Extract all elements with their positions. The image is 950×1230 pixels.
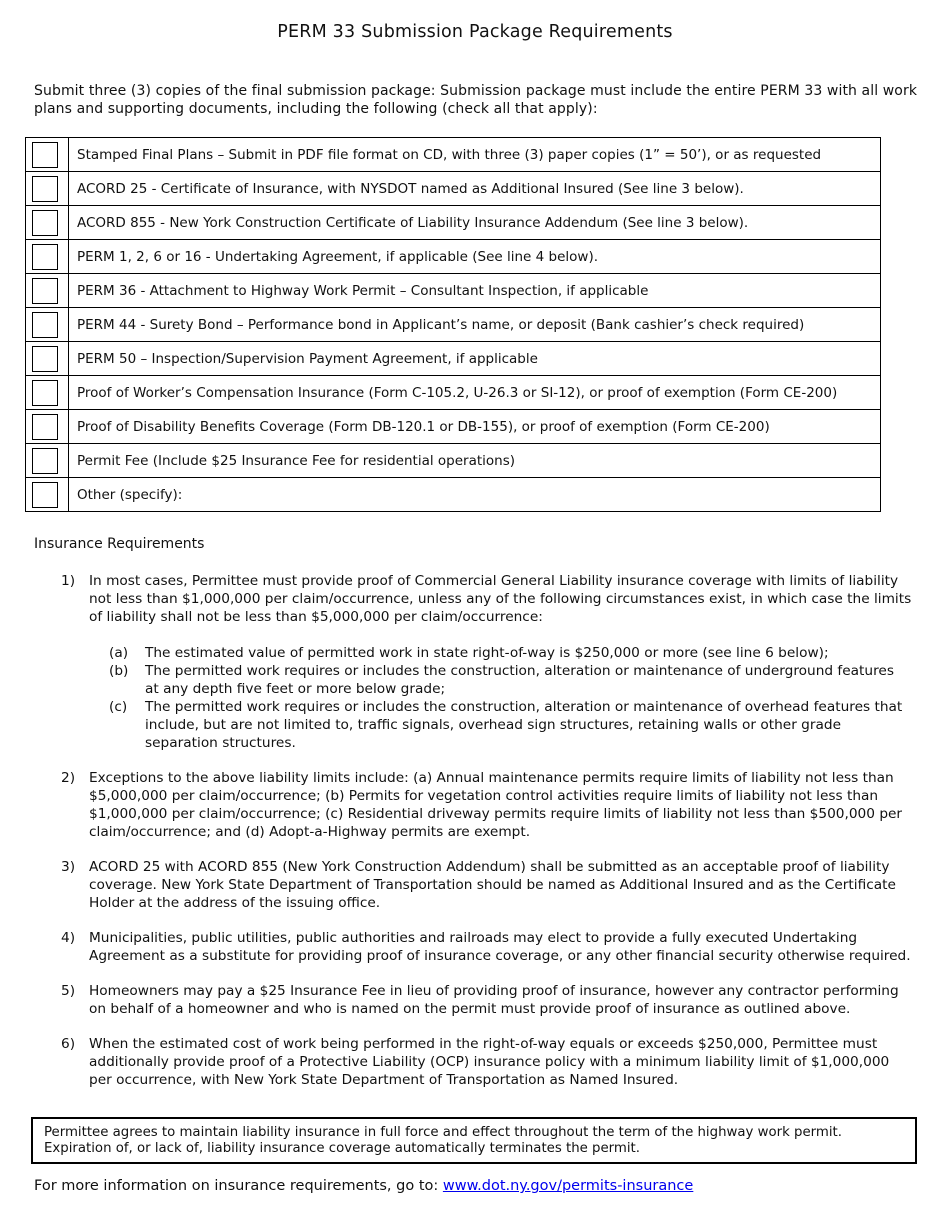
- item-number: 5): [61, 983, 76, 999]
- checkbox[interactable]: [32, 346, 58, 372]
- item-text: Homeowners may pay a $25 Insurance Fee in lieu of providing proof of insurance, however any contractor performing on behalf of a homeowner and who is named on the permit must provide proof of insurance as outlined above.: [89, 983, 899, 1017]
- sub-item-number: (b): [109, 663, 129, 679]
- item-number: 3): [61, 859, 76, 875]
- sub-item-text: The estimated value of permitted work in state right-of-way is $250,000 or more (see line 6 below);: [145, 645, 829, 661]
- checklist-label: ACORD 25 - Certificate of Insurance, with NYSDOT named as Additional Insured (See line 3 below).: [69, 172, 881, 206]
- submission-checklist: [25, 137, 881, 512]
- sub-item: [89, 698, 912, 752]
- intro-paragraph: Submit three (3) copies of the final submission package: Submission package must include the entire PERM 33 with all work plans and supporting documents, including the following (check all that apply):: [34, 83, 918, 117]
- requirement-item: [34, 982, 912, 1018]
- checklist-row: [26, 376, 881, 410]
- checklist-row: [26, 172, 881, 206]
- checkbox[interactable]: [32, 142, 58, 168]
- requirement-item: [34, 858, 912, 912]
- checkbox[interactable]: [32, 210, 58, 236]
- checklist-label: ACORD 855 - New York Construction Certificate of Liability Insurance Addendum (See line 3 below).: [69, 206, 881, 240]
- checklist-row: [26, 206, 881, 240]
- checkbox[interactable]: [32, 448, 58, 474]
- insurance-heading: Insurance Requirements: [34, 536, 205, 552]
- checklist-row: [26, 444, 881, 478]
- item-text: In most cases, Permittee must provide proof of Commercial General Liability insurance coverage with limits of liability not less than $1,000,000 per claim/occurrence, unless any of the following circumstances exist, in which case the limits of liability shall not be less than $5,000,000 per claim/occurrence:: [89, 573, 912, 625]
- checkbox[interactable]: [32, 312, 58, 338]
- checklist-label: Proof of Disability Benefits Coverage (Form DB-120.1 or DB-155), or proof of exemption (Form CE-200): [69, 410, 881, 444]
- notice-line: Permittee agrees to maintain liability insurance in full force and effect throughout the term of the highway work permit.: [44, 1125, 842, 1140]
- sub-item-text: The permitted work requires or includes the construction, alteration or maintenance of overhead features that include, but are not limited to, traffic signals, overhead sign structures, retaining walls or other grade separation structures.: [145, 699, 903, 751]
- sub-item-number: (a): [109, 645, 129, 661]
- item-text: Municipalities, public utilities, public authorities and railroads may elect to provide a fully executed Undertaking Agreement as a substitute for providing proof of insurance coverage, or any other financial security otherwise required.: [89, 930, 911, 964]
- requirement-item: [34, 929, 912, 965]
- requirement-item: [34, 1035, 912, 1089]
- checkbox[interactable]: [32, 176, 58, 202]
- insurance-requirements-list: [34, 572, 912, 1106]
- checklist-label: PERM 44 - Surety Bond – Performance bond in Applicant’s name, or deposit (Bank cashier’s check required): [69, 308, 881, 342]
- checklist-row: [26, 410, 881, 444]
- sub-item-number: (c): [109, 699, 128, 715]
- checklist-row: [26, 274, 881, 308]
- requirement-item: [34, 572, 912, 752]
- checklist-label: PERM 36 - Attachment to Highway Work Permit – Consultant Inspection, if applicable: [69, 274, 881, 308]
- sub-item: [89, 644, 912, 662]
- insurance-info-link[interactable]: www.dot.ny.gov/permits-insurance: [442, 1178, 694, 1194]
- checklist-row: [26, 308, 881, 342]
- footer: [34, 1178, 693, 1194]
- checklist-row: [26, 240, 881, 274]
- item-number: 6): [61, 1036, 76, 1052]
- checklist-row: [26, 138, 881, 172]
- checklist-label: Other (specify):: [69, 478, 881, 512]
- checkbox[interactable]: [32, 482, 58, 508]
- item-number: 1): [61, 573, 76, 589]
- insurance-notice-box: [31, 1117, 917, 1164]
- checklist-label: Proof of Worker’s Compensation Insurance (Form C-105.2, U-26.3 or SI-12), or proof of exemption (Form CE-200): [69, 376, 881, 410]
- checklist-label: Permit Fee (Include $25 Insurance Fee for residential operations): [69, 444, 881, 478]
- checkbox[interactable]: [32, 244, 58, 270]
- checkbox[interactable]: [32, 380, 58, 406]
- checklist-row: [26, 342, 881, 376]
- sub-item-text: The permitted work requires or includes the construction, alteration or maintenance of underground features at any depth five feet or more below grade;: [145, 663, 894, 697]
- item-text: ACORD 25 with ACORD 855 (New York Construction Addendum) shall be submitted as an acceptable proof of liability coverage. New York State Department of Transportation should be named as Additional Insured and as the Certificate Holder at the address of the issuing office.: [89, 859, 896, 911]
- checklist-label: Stamped Final Plans – Submit in PDF file format on CD, with three (3) paper copies (1” = 50’), or as requested: [69, 138, 881, 172]
- checklist-label: PERM 1, 2, 6 or 16 - Undertaking Agreement, if applicable (See line 4 below).: [69, 240, 881, 274]
- item-number: 4): [61, 930, 76, 946]
- item-text: Exceptions to the above liability limits include: (a) Annual maintenance permits require limits of liability not less than $5,000,000 per claim/occurrence; (b) Permits for vegetation control activities require limits of liability not less than $1,000,000 per claim/occurrence; (c) Residential driveway permits require limits of liability not less than $500,000 per claim/occurrence; and (d) Adopt-a-Highway permits are exempt.: [89, 770, 903, 840]
- notice-line: Expiration of, or lack of, liability insurance coverage automatically terminates the permit.: [44, 1141, 640, 1156]
- checklist-row: [26, 478, 881, 512]
- sub-item: [89, 662, 912, 698]
- sub-list: [89, 644, 912, 752]
- item-text: When the estimated cost of work being performed in the right-of-way equals or exceeds $250,000, Permittee must additionally provide proof of a Protective Liability (OCP) insurance policy with a minimum liability limit of $1,000,000 per occurrence, with New York State Department of Transportation as Named Insured.: [89, 1036, 890, 1088]
- page-title: PERM 33 Submission Package Requirements: [277, 22, 673, 42]
- checklist-label: PERM 50 – Inspection/Supervision Payment Agreement, if applicable: [69, 342, 881, 376]
- checkbox[interactable]: [32, 278, 58, 304]
- requirement-item: [34, 769, 912, 841]
- footer-text: For more information on insurance requirements, go to:: [34, 1178, 443, 1194]
- checkbox[interactable]: [32, 414, 58, 440]
- item-number: 2): [61, 770, 76, 786]
